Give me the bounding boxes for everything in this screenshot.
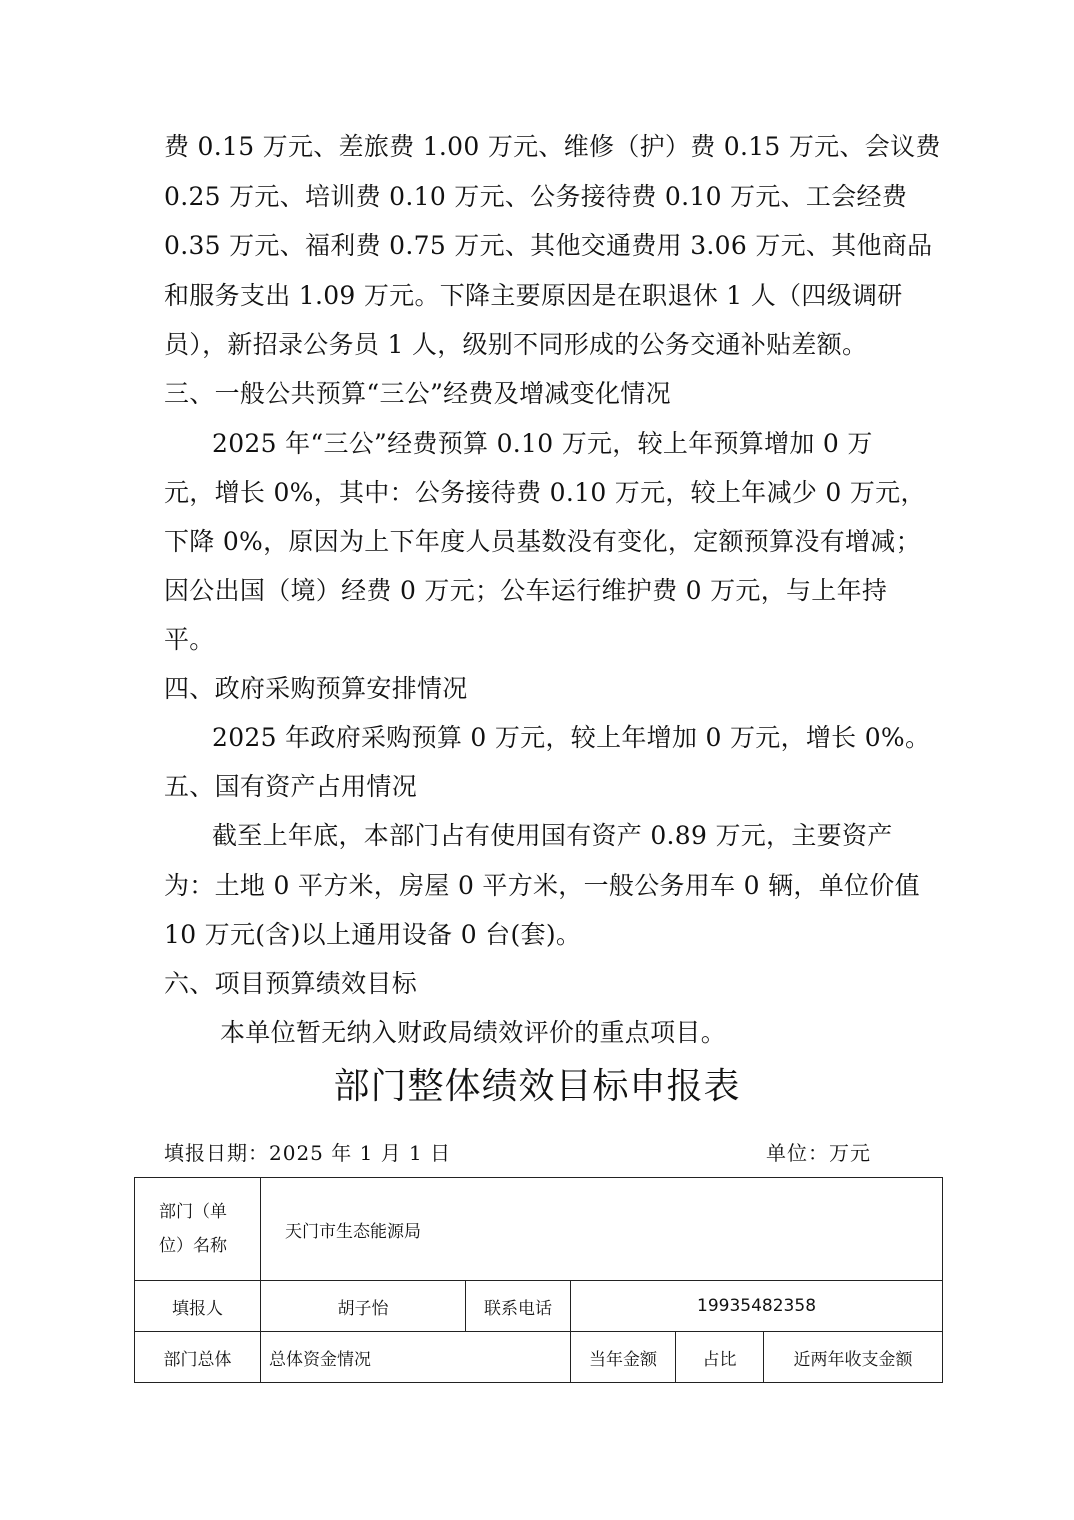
- body-line: 和服务支出 1.09 万元。下降主要原因是在职退休 1 人（四级调研: [164, 281, 903, 310]
- dept-name-label: 部门（单位）名称: [135, 1178, 261, 1281]
- table-row: [135, 1178, 943, 1281]
- body-line: 2025 年“三公”经费预算 0.10 万元，较上年预算增加 0 万: [212, 429, 873, 458]
- ratio-header: 占比: [676, 1332, 764, 1383]
- current-amount-header: 当年金额: [571, 1332, 676, 1383]
- body-line: 平。: [164, 625, 215, 654]
- unit-label: 单位：万元: [766, 1141, 871, 1165]
- section-heading: 四、政府采购预算安排情况: [164, 674, 468, 703]
- body-line: 0.35 万元、福利费 0.75 万元、其他交通费用 3.06 万元、其他商品: [164, 231, 933, 260]
- phone-label: 联系电话: [466, 1281, 571, 1332]
- filler-label: 填报人: [135, 1281, 261, 1332]
- body-line: 截至上年底，本部门占有使用国有资产 0.89 万元，主要资产: [212, 821, 893, 850]
- body-line: 0.25 万元、培训费 0.10 万元、公务接待费 0.10 万元、工会经费: [164, 182, 908, 211]
- dept-name-value: 天门市生态能源局: [261, 1178, 943, 1281]
- body-line: 因公出国（境）经费 0 万元；公车运行维护费 0 万元，与上年持: [164, 576, 888, 605]
- filler-value: 胡子怡: [261, 1281, 466, 1332]
- body-line: 元，增长 0%，其中：公务接待费 0.10 万元，较上年减少 0 万元，: [164, 478, 926, 507]
- body-line: 2025 年政府采购预算 0 万元，较上年增加 0 万元，增长 0%。: [212, 723, 931, 752]
- body-line: 为：土地 0 平方米，房屋 0 平方米，一般公务用车 0 辆，单位价值: [164, 871, 920, 900]
- table-row: [135, 1281, 943, 1332]
- overall-label: 部门总体: [135, 1332, 261, 1383]
- phone-value: 19935482358: [571, 1281, 943, 1332]
- body-line: 下降 0%，原因为上下年度人员基数没有变化，定额预算没有增减；: [164, 527, 921, 556]
- section-heading: 五、国有资产占用情况: [164, 772, 418, 801]
- performance-form-table: [134, 1177, 943, 1383]
- section-heading: 六、项目预算绩效目标: [164, 969, 418, 998]
- fill-date: 填报日期：2025 年 1 月 1 日: [164, 1141, 452, 1165]
- table-row: [135, 1332, 943, 1383]
- funds-label: 总体资金情况: [261, 1332, 571, 1383]
- form-title: 部门整体绩效目标申报表: [333, 1066, 741, 1107]
- two-year-header: 近两年收支金额: [764, 1332, 943, 1383]
- section-heading: 三、一般公共预算“三公”经费及增减变化情况: [164, 379, 671, 408]
- body-line: 10 万元(含)以上通用设备 0 台(套)。: [164, 920, 582, 949]
- body-line: 本单位暂无纳入财政局绩效评价的重点项目。: [220, 1018, 727, 1047]
- body-line: 员），新招录公务员 1 人，级别不同形成的公务交通补贴差额。: [164, 330, 868, 359]
- body-line: 费 0.15 万元、差旅费 1.00 万元、维修（护）费 0.15 万元、会议费: [164, 132, 941, 161]
